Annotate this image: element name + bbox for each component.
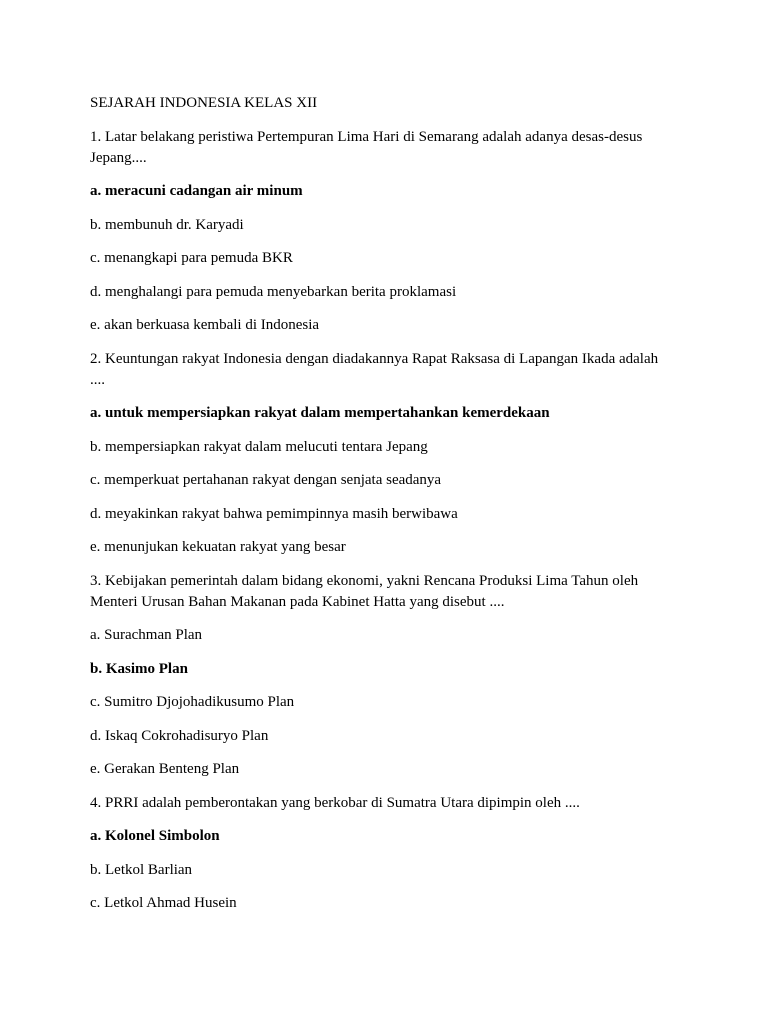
question-1-text: 1. Latar belakang peristiwa Pertempuran Lima Hari di Semarang adalah adanya desas-desus Jepang.... xyxy=(90,128,643,166)
question-2-option-a-answer: a. untuk mempersiapkan rakyat dalam mempertahankan kemerdekaan xyxy=(90,405,550,421)
question-3-option-b-answer: b. Kasimo Plan xyxy=(90,660,188,677)
question-3-option-c: c. Sumitro Djojohadikusumo Plan xyxy=(90,694,295,710)
question-4-option-a-answer: a. Kolonel Simbolon xyxy=(90,828,220,844)
document-title: SEJARAH INDONESIA KELAS XII xyxy=(90,95,318,111)
question-4-text: 4. PRRI adalah pemberontakan yang berkobar di Sumatra Utara dipimpin oleh .... xyxy=(90,794,580,811)
question-4-option-c: c. Letkol Ahmad Husein xyxy=(90,895,237,911)
question-3-option-d: d. Iskaq Cokrohadisuryo Plan xyxy=(90,727,269,744)
question-2-option-e: e. menunjukan kekuatan rakyat yang besar xyxy=(90,539,346,555)
question-3-option-a: a. Surachman Plan xyxy=(90,627,203,643)
question-1-option-c: c. menangkapi para pemuda BKR xyxy=(90,250,293,266)
document-body xyxy=(90,93,660,927)
question-1-option-d: d. menghalangi para pemuda menyebarkan berita proklamasi xyxy=(90,283,457,300)
question-2-option-d: d. meyakinkan rakyat bahwa pemimpinnya masih berwibawa xyxy=(90,505,458,522)
question-1-option-e: e. akan berkuasa kembali di Indonesia xyxy=(90,317,320,333)
question-2-option-b: b. mempersiapkan rakyat dalam melucuti tentara Jepang xyxy=(90,438,428,455)
question-3-option-e: e. Gerakan Benteng Plan xyxy=(90,761,240,777)
question-1-option-a-answer: a. meracuni cadangan air minum xyxy=(90,183,303,199)
question-4-option-b: b. Letkol Barlian xyxy=(90,861,193,878)
question-2-text: 2. Keuntungan rakyat Indonesia dengan diadakannya Rapat Raksasa di Lapangan Ikada adalah .... xyxy=(90,350,659,388)
question-1-option-b: b. membunuh dr. Karyadi xyxy=(90,216,244,233)
question-3-text: 3. Kebijakan pemerintah dalam bidang ekonomi, yakni Rencana Produksi Lima Tahun oleh Menteri Urusan Bahan Makanan pada Kabinet Hatta yang disebut .... xyxy=(90,572,639,610)
question-2-option-c: c. memperkuat pertahanan rakyat dengan senjata seadanya xyxy=(90,472,442,488)
